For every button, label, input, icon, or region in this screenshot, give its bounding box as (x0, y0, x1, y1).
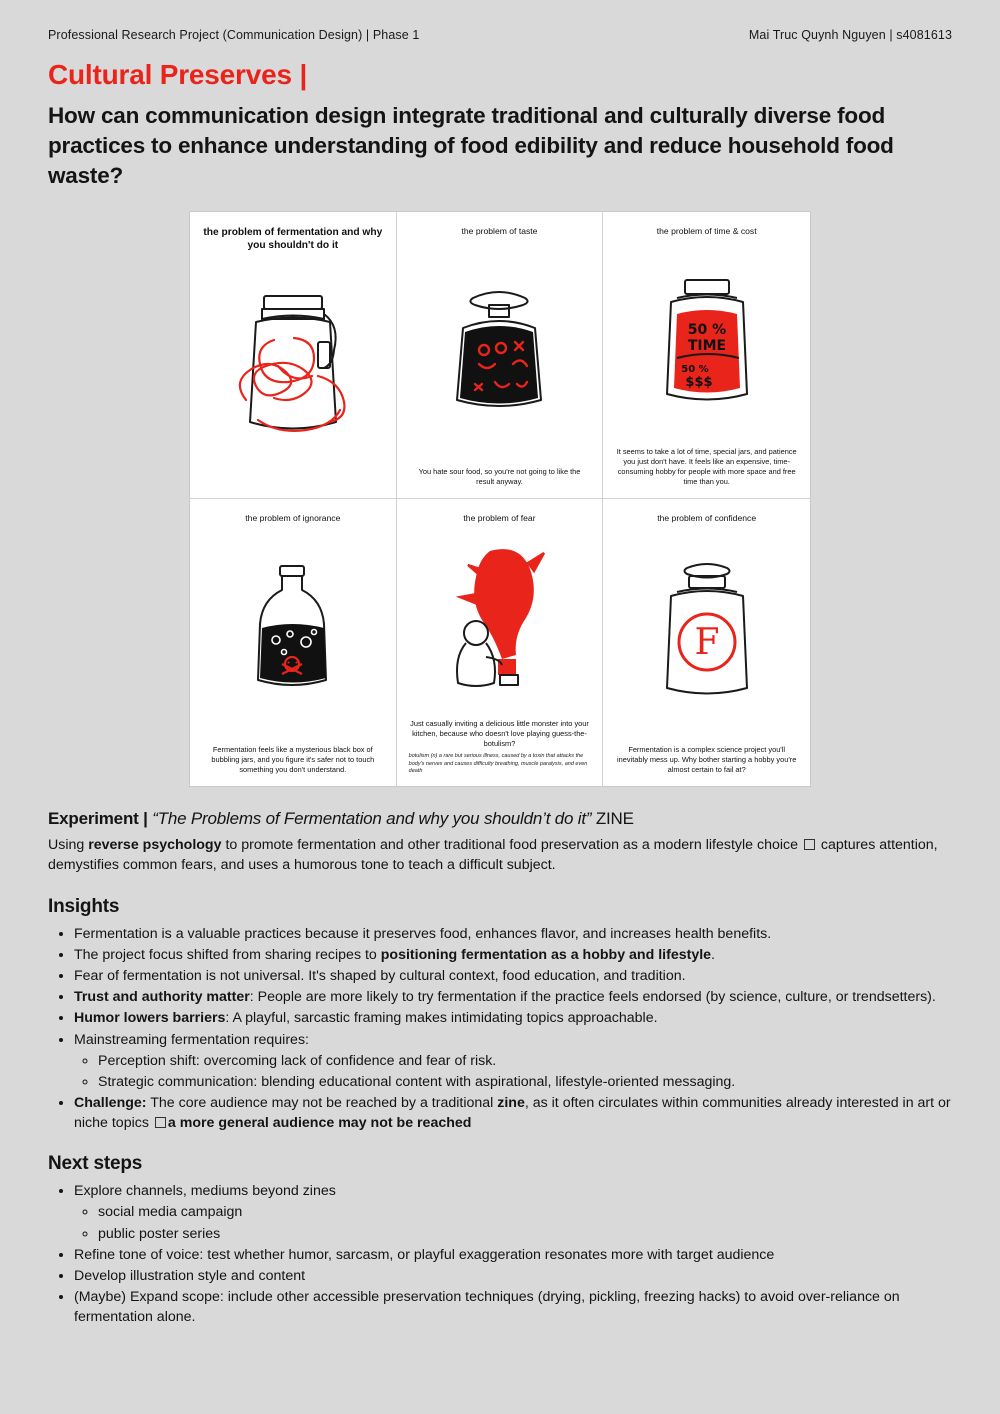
panel-heading: the problem of ignorance (245, 512, 341, 523)
panel-caption: Just casually inviting a delicious little monster into your kitchen, because who doesn't love playing guess-the-botulism? (410, 718, 589, 749)
list-item (98, 1072, 952, 1092)
glyph-box-icon (804, 839, 815, 850)
zine-panel-fermentation (190, 212, 397, 499)
header-left-text: Professional Research Project (Communication Design) | Phase 1 (48, 28, 420, 42)
insight-bold: positioning fermentation as a hobby and lifestyle (380, 946, 712, 963)
insight-text-post: : A playful, sarcastic framing makes intimidating topics approachable. (225, 1010, 658, 1027)
insight-bold: Challenge: (74, 1095, 147, 1111)
panel-caption: You hate sour food, so you're not going to like the result anyway. (418, 467, 581, 487)
next-steps-title: Next steps (48, 1153, 143, 1175)
sour-jar-icon (429, 272, 569, 432)
panel-heading: the problem of taste (461, 225, 538, 236)
next-step-subtext: public poster series (98, 1225, 221, 1242)
insight-text: Fermentation is a valuable practices because it preserves food, enhances flavor, and increases health benefits. (74, 925, 772, 942)
list-item (74, 945, 952, 965)
insight-text-post-2: , as it often circulates within communities already interested in art or niche topics (74, 1095, 951, 1132)
insight-bold: Trust and authority matter (74, 989, 250, 1006)
next-step-text: Refine tone of voice: test whether humor, sarcasm, or playful exaggeration resonates more with target audience (74, 1246, 775, 1263)
svg-text:50 %: 50 % (687, 321, 726, 338)
list-item (74, 1181, 952, 1243)
insights-sublist (74, 1051, 952, 1092)
experiment-body-bold: reverse psychology (88, 836, 222, 853)
experiment-section (48, 809, 952, 876)
list-item (74, 1030, 952, 1092)
list-item (74, 1287, 952, 1327)
illustration-dark-jar-faces (409, 237, 591, 467)
list-item (74, 924, 952, 944)
insight-bold-3: a more general audience may not be reached (167, 1115, 472, 1132)
panel-heading: the problem of confidence (657, 512, 757, 523)
panel-heading: the problem of fear (463, 512, 536, 523)
panel-footnote: botulism (n) a rare but serious illness, caused by a toxin that attacks the body's nerves and causes difficulty breathing, muscle paralysis, and even death (408, 753, 588, 775)
insight-bold-2: zine (497, 1095, 525, 1111)
next-steps-list (48, 1181, 952, 1327)
skull-bottle-icon (228, 554, 358, 714)
insight-text: Mainstreaming fermentation requires: (74, 1031, 309, 1048)
svg-text:TIME: TIME (687, 337, 726, 354)
experiment-body-2: to promote fermentation and other traditional food preservation as a modern lifestyle choice (221, 836, 802, 853)
next-step-text: Explore channels, mediums beyond zines (74, 1183, 336, 1200)
experiment-heading (48, 809, 952, 829)
list-item (74, 1008, 952, 1028)
clamp-jar-icon (218, 280, 368, 460)
insight-text: Fear of fermentation is not universal. It's shaped by cultural context, food education, and tradition. (74, 968, 686, 985)
svg-text:F: F (694, 622, 720, 664)
list-item (98, 1051, 952, 1071)
insight-subtext: Perception shift: overcoming lack of confidence and fear of risk. (98, 1052, 497, 1069)
glyph-box-icon (155, 1117, 166, 1128)
illustration-failed-grade-jar (615, 524, 798, 745)
page-header (48, 28, 952, 42)
list-item (98, 1224, 952, 1244)
zine-panel-confidence (603, 499, 810, 786)
insights-list (48, 924, 952, 1134)
experiment-body (48, 835, 952, 876)
insight-text-post: . (711, 946, 715, 963)
panel-caption: Fermentation feels like a mysterious black box of bubbling jars, and you figure it's safer not to touch something you don't understand. (211, 744, 375, 775)
insights-title: Insights (48, 895, 120, 917)
illustration-clamp-jar-scribble (202, 252, 384, 488)
list-item (74, 987, 952, 1007)
panel-heading: the problem of fermentation and why you shouldn't do it (203, 226, 383, 251)
illustration-red-jar-time-money (615, 237, 798, 447)
next-step-text: Develop illustration style and content (74, 1267, 306, 1284)
project-title: Cultural Preserves | (48, 59, 308, 90)
svg-text:50 %: 50 % (680, 363, 709, 375)
list-item (74, 966, 952, 986)
next-step-subtext: social media campaign (98, 1204, 243, 1221)
zine-panel-taste (397, 212, 604, 499)
research-question: How can communication design integrate traditional and culturally diverse food practices to enhance understanding of food edibility and reduce household food waste? (48, 102, 894, 188)
svg-text:$$$: $$$ (685, 374, 713, 390)
experiment-quote: “The Problems of Fermentation and why you shouldn’t do it” (152, 808, 592, 828)
zine-panel-time-cost (603, 212, 810, 499)
zine-spread (189, 211, 811, 787)
experiment-body-1: Using (48, 836, 89, 853)
insight-bold: Humor lowers barriers (74, 1010, 226, 1027)
zine-panel-ignorance (190, 499, 397, 786)
insight-text-post: : People are more likely to try fermentation if the practice feels endorsed (by science, culture, or trendsetters). (249, 989, 936, 1006)
insight-text: The project focus shifted from sharing recipes to (74, 946, 381, 963)
next-step-text: (Maybe) Expand scope: include other accessible preservation techniques (drying, pickling, freezing hacks) to avoid over-reliance on fermentation alone. (74, 1289, 900, 1326)
header-right-text: Mai Truc Quynh Nguyen | s4081613 (748, 28, 952, 42)
experiment-suffix: ZINE (591, 808, 634, 828)
cost-jar-icon (637, 262, 777, 422)
next-steps-sublist (74, 1202, 952, 1243)
list-item (74, 1266, 952, 1286)
experiment-label: Experiment | (48, 808, 148, 828)
illustration-red-monster (409, 524, 591, 719)
grade-f-jar-icon (637, 554, 777, 714)
list-item (74, 1245, 952, 1265)
panel-caption: Fermentation is a complex science project you'll inevitably mess up. Why bother starting a hobby you're almost certain to fail at? (617, 744, 797, 775)
experiment-body-3: captures attention, demystifies common fears, and uses a humorous tone to teach a difficult subject. (48, 836, 938, 874)
list-item (98, 1202, 952, 1222)
illustration-black-bottle-skull (202, 524, 384, 745)
zine-panel-fear (397, 499, 604, 786)
monster-icon (424, 541, 574, 701)
insight-subtext: Strategic communication: blending educational content with aspirational, lifestyle-oriented messaging. (98, 1073, 736, 1090)
list-item (74, 1093, 952, 1133)
panel-caption: It seems to take a lot of time, special jars, and patience you just don't have. It feels like an expensive, time-consuming hobby for people with more space and free time than you. (616, 446, 797, 487)
title-block (48, 60, 952, 191)
panel-heading: the problem of time & cost (656, 225, 757, 236)
insight-text-post: The core audience may not be reached by a traditional (146, 1095, 498, 1111)
